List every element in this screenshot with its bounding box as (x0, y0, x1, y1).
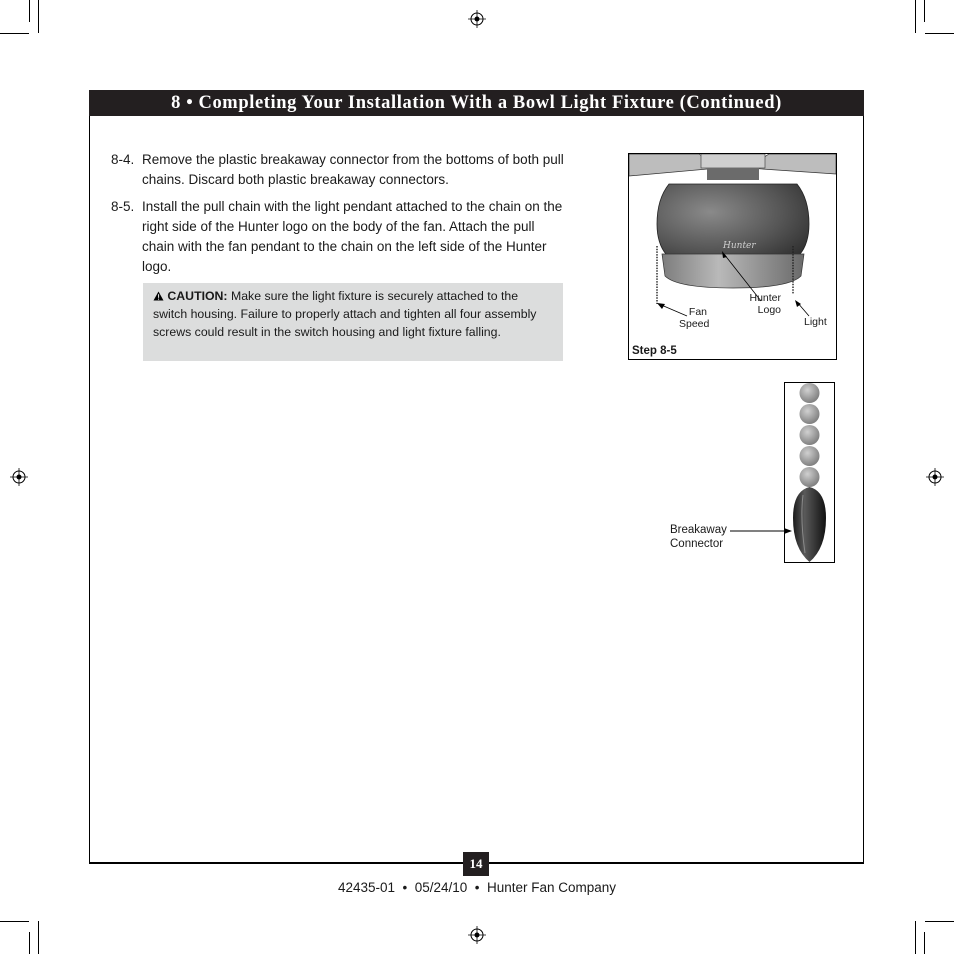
step-8-5 (111, 197, 566, 277)
page-number: 14 (463, 852, 489, 876)
hunter-logo-script: Hunter (723, 241, 756, 251)
step-text: Install the pull chain with the light pendant attached to the chain on the right side of the Hunter logo on the body of the fan. Attach the pull chain with the fan pendant to the chain on the left side of the Hunter logo. (142, 199, 563, 274)
pull-chain-illustration (785, 383, 834, 562)
fan-speed-label: Fan Speed (679, 306, 710, 330)
step-8-5-figure (628, 153, 837, 360)
step-text: Remove the plastic breakaway connector from the bottoms of both pull chains. Discard both plastic breakaway connectors. (142, 152, 564, 187)
light-label: Light (804, 316, 827, 328)
step-number: 8-5. (111, 199, 135, 214)
registration-mark-icon (468, 10, 486, 28)
registration-mark-icon (926, 468, 944, 486)
warning-triangle-icon (153, 291, 164, 301)
caution-text: Make sure the light fixture is securely attached to the switch housing. Failure to properly attach and tighten all four assembly screws could result in the switch housing and light fixture falling. (153, 289, 537, 339)
caution-label: CAUTION: (167, 289, 228, 303)
section-title: 8 • Completing Your Installation With a Bowl Light Fixture (Continued) (89, 90, 864, 116)
arrow-icon (730, 526, 792, 536)
footer: 42435-01 • 05/24/10 • Hunter Fan Company (337, 880, 617, 895)
figure-caption: Step 8-5 (632, 345, 677, 357)
fan-light-illustration (629, 154, 836, 359)
hunter-logo-label: Hunter Logo (749, 292, 781, 316)
caution-box (143, 283, 563, 361)
breakaway-connector-label: Breakaway Connector (670, 524, 727, 550)
registration-mark-icon (468, 926, 486, 944)
step-8-4 (111, 150, 566, 190)
registration-mark-icon (10, 468, 28, 486)
step-number: 8-4. (111, 152, 135, 167)
